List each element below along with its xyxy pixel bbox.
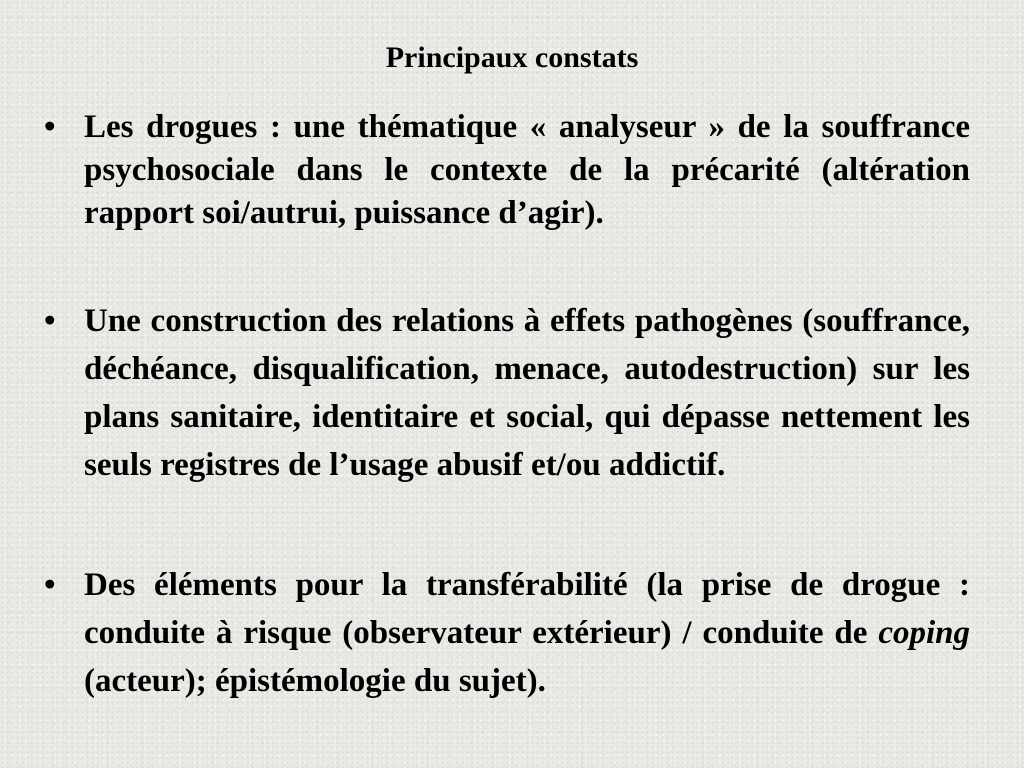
bullet-text-part: (acteur); épistémologie du sujet).	[84, 663, 546, 699]
bullet-text: Une construction des relations à effets pathogènes (souffrance, déchéance, disqualification, menace, autodestruction) sur les plans sanitaire, identitaire et social, qui dépasse nettement les seuls registres de l’usage abusif et/ou addictif.	[84, 303, 970, 483]
bullet-item-drogues	[44, 106, 970, 235]
bullet-marker: •	[44, 303, 56, 339]
bullet-item-construction	[44, 297, 970, 489]
slide-title: Principaux constats	[385, 41, 639, 74]
bullet-text: Les drogues : une thématique « analyseur » de la souffrance psychosociale dans le contexte de la précarité (altération rapport soi/autrui, puissance d’agir).	[84, 109, 970, 231]
bullet-text-part: Des éléments pour la transférabilité (la prise de drogue : conduite à risque (observateur extérieur) / conduite de	[84, 567, 970, 651]
bullet-item-transferabilite	[44, 561, 970, 705]
bullet-text-italic: coping	[878, 615, 970, 651]
bullet-marker: •	[44, 567, 56, 603]
bullet-text	[84, 561, 970, 705]
bullet-marker: •	[44, 109, 56, 145]
